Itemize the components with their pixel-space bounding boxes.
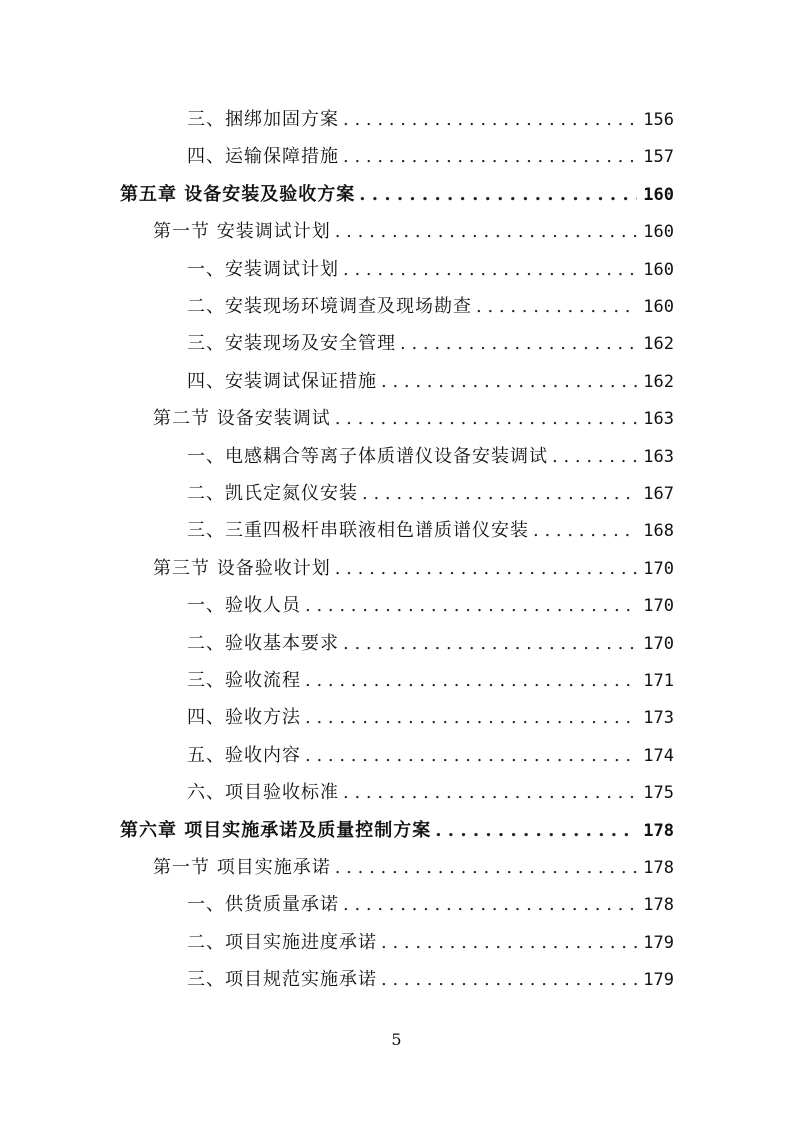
toc-entry-title: 一、供货质量承诺 bbox=[187, 894, 339, 916]
toc-entry-page: 170 bbox=[643, 596, 674, 617]
toc-entry-page: 178 bbox=[643, 820, 674, 841]
toc-subsection-entry[interactable] bbox=[187, 251, 674, 288]
toc-entry-page: 160 bbox=[643, 222, 674, 243]
toc-entry-title: 四、验收方法 bbox=[187, 707, 301, 729]
toc-entry-title: 第三节 设备验收计划 bbox=[153, 557, 331, 579]
dot-leader bbox=[400, 325, 637, 362]
toc-subsection-entry[interactable] bbox=[187, 325, 674, 362]
dot-leader bbox=[552, 438, 637, 475]
toc-entry-page: 162 bbox=[643, 371, 674, 392]
toc-entry-page: 156 bbox=[643, 110, 674, 130]
toc-entry-page: 175 bbox=[643, 783, 674, 804]
dot-leader bbox=[335, 400, 638, 437]
toc-entry-title: 第一节 安装调试计划 bbox=[153, 221, 331, 243]
dot-leader bbox=[335, 849, 638, 886]
toc-subsection-entry[interactable] bbox=[187, 512, 674, 549]
dot-leader bbox=[533, 512, 637, 549]
toc-entry-title: 第二节 设备安装调试 bbox=[153, 408, 331, 430]
toc-subsection-entry[interactable] bbox=[187, 886, 674, 923]
toc-entry-page: 178 bbox=[643, 858, 674, 878]
dot-leader bbox=[335, 550, 638, 587]
toc-entry-title: 三、捆绑加固方案 bbox=[187, 109, 339, 130]
toc-subsection-entry[interactable] bbox=[187, 625, 674, 662]
dot-leader bbox=[305, 587, 637, 624]
dot-leader bbox=[435, 812, 637, 849]
toc-subsection-entry[interactable] bbox=[187, 138, 674, 175]
dot-leader bbox=[305, 699, 637, 736]
toc-entry-page: 173 bbox=[643, 708, 674, 729]
dot-leader bbox=[343, 138, 637, 175]
toc-entry-page: 170 bbox=[643, 633, 674, 654]
dot-leader bbox=[343, 251, 637, 288]
dot-leader bbox=[335, 213, 638, 250]
toc-entry-title: 三、验收流程 bbox=[187, 670, 301, 691]
toc-entry-title: 第六章 项目实施承诺及质量控制方案 bbox=[120, 819, 432, 841]
dot-leader bbox=[343, 101, 637, 138]
page-number: 5 bbox=[391, 1030, 402, 1049]
toc-subsection-entry[interactable] bbox=[187, 924, 674, 961]
toc-chapter-entry[interactable] bbox=[120, 812, 674, 849]
dot-leader bbox=[305, 662, 637, 699]
toc-entry-title: 二、项目实施进度承诺 bbox=[187, 931, 377, 953]
toc-entry-title: 一、验收人员 bbox=[187, 595, 301, 617]
toc-entry-page: 163 bbox=[643, 409, 674, 430]
toc-entry-page: 162 bbox=[643, 334, 674, 355]
toc-entry-page: 174 bbox=[643, 745, 674, 766]
toc-subsection-entry[interactable] bbox=[187, 363, 674, 400]
toc-entry-title: 三、三重四极杆串联液相色谱质谱仪安装 bbox=[187, 520, 529, 542]
dot-leader bbox=[381, 363, 637, 400]
toc-entry-title: 第五章 设备安装及验收方案 bbox=[120, 183, 356, 205]
toc-entry-title: 六、项目验收标准 bbox=[187, 782, 339, 804]
toc-subsection-entry[interactable] bbox=[187, 699, 674, 736]
toc-entry-page: 171 bbox=[643, 671, 674, 691]
toc-entry-page: 160 bbox=[643, 297, 674, 317]
dot-leader bbox=[476, 288, 637, 325]
toc-entry-title: 四、运输保障措施 bbox=[187, 146, 339, 168]
dot-leader bbox=[343, 886, 637, 923]
toc-section-entry[interactable] bbox=[153, 849, 674, 886]
toc-entry-title: 一、安装调试计划 bbox=[187, 258, 339, 280]
toc-entry-page: 179 bbox=[643, 970, 674, 991]
toc-entry-title: 二、安装现场环境调查及现场勘查 bbox=[187, 296, 472, 317]
toc-entry-page: 160 bbox=[643, 259, 674, 280]
toc-entry-title: 三、安装现场及安全管理 bbox=[187, 333, 396, 355]
toc-entry-title: 二、验收基本要求 bbox=[187, 632, 339, 654]
dot-leader bbox=[381, 961, 637, 998]
toc-entry-title: 五、验收内容 bbox=[187, 744, 301, 766]
dot-leader bbox=[359, 176, 637, 213]
toc-section-entry[interactable] bbox=[153, 213, 674, 250]
toc-entry-page: 167 bbox=[643, 484, 674, 504]
toc-subsection-entry[interactable] bbox=[187, 475, 674, 512]
toc-subsection-entry[interactable] bbox=[187, 961, 674, 998]
toc-entry-title: 二、凯氏定氮仪安装 bbox=[187, 483, 358, 504]
toc-subsection-entry[interactable] bbox=[187, 587, 674, 624]
toc-entry-page: 157 bbox=[643, 147, 674, 168]
toc-subsection-entry[interactable] bbox=[187, 288, 674, 325]
toc-chapter-entry[interactable] bbox=[120, 176, 674, 213]
toc-subsection-entry[interactable] bbox=[187, 101, 674, 138]
toc-entry-page: 163 bbox=[643, 446, 674, 467]
toc-entry-title: 三、项目规范实施承诺 bbox=[187, 969, 377, 991]
dot-leader bbox=[305, 737, 637, 774]
toc-subsection-entry[interactable] bbox=[187, 737, 674, 774]
dot-leader bbox=[343, 774, 637, 811]
toc-entry-page: 178 bbox=[643, 895, 674, 916]
toc-subsection-entry[interactable] bbox=[187, 438, 674, 475]
toc-entry-page: 168 bbox=[643, 521, 674, 542]
toc-section-entry[interactable] bbox=[153, 400, 674, 437]
dot-leader bbox=[381, 924, 637, 961]
toc-entry-page: 170 bbox=[643, 558, 674, 579]
toc-entry-page: 160 bbox=[643, 184, 674, 205]
toc-entry-title: 四、安装调试保证措施 bbox=[187, 370, 377, 392]
dot-leader bbox=[362, 475, 637, 512]
toc-subsection-entry[interactable] bbox=[187, 774, 674, 811]
toc-entry-page: 179 bbox=[643, 932, 674, 953]
toc-entry-title: 一、电感耦合等离子体质谱仪设备安装调试 bbox=[187, 445, 548, 467]
dot-leader bbox=[343, 625, 637, 662]
toc-entry-title: 第一节 项目实施承诺 bbox=[153, 857, 331, 878]
toc-section-entry[interactable] bbox=[153, 550, 674, 587]
toc-subsection-entry[interactable] bbox=[187, 662, 674, 699]
